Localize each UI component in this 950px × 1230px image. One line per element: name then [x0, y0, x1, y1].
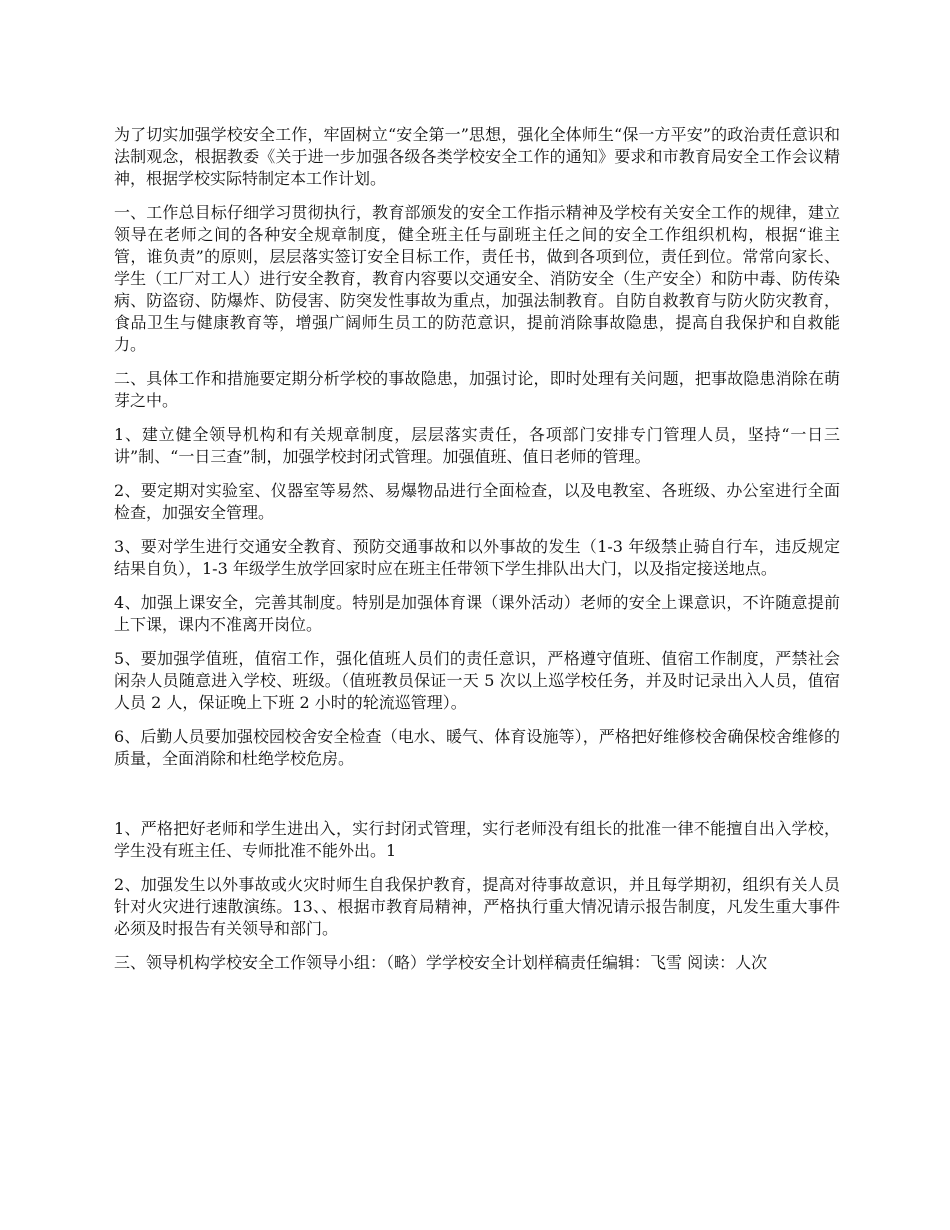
measure-item-2: 2、要定期对实验室、仪器室等易然、易爆物品进行全面检查，以及电教室、各班级、办公室进行全面检查，加强安全管理。	[114, 481, 840, 522]
measure-item-1: 1、建立健全领导机构和有关规章制度，层层落实责任，各项部门安排专门管理人员，坚持“一日三讲”制、“一日三查”制，加强学校封闭式管理。加强值班、值日老师的管理。	[114, 425, 840, 466]
measure-item-3: 3、要对学生进行交通安全教育、预防交通事故和以外事故的发生（1-3 年级禁止骑自行车，违反规定结果自负），1-3 年级学生放学回家时应在班主任带领下学生排队出大门，以及指定接送地点。	[114, 537, 840, 578]
measure-item-4: 4、加强上课安全，完善其制度。特别是加强体育课（课外活动）老师的安全上课意识，不许随意提前上下课，课内不准离开岗位。	[114, 593, 840, 634]
section-3-leadership-paragraph: 三、领导机构学校安全工作领导小组：（略）学学校安全计划样稿责任编辑：飞雪 阅读：人次	[114, 953, 768, 972]
measure-item-5: 5、要加强学值班，值宿工作，强化值班人员们的责任意识，严格遵守值班、值宿工作制度，严禁社会闲杂人员随意进入学校、班级。（值班教员保证一天 5 次以上巡学校任务，并及时记录出入人员，值宿人员 2 人，保证晚上下班 2 小时的轮流巡管理）。	[114, 649, 840, 712]
measure-item-6: 6、后勤人员要加强校园校舍安全检查（电水、暖气、体育设施等），严格把好维修校舍确保校舍维修的质量，全面消除和杜绝学校危房。	[114, 727, 840, 768]
section-2-measures-paragraph: 二、具体工作和措施要定期分析学校的事故隐患，加强讨论，即时处理有关问题，把事故隐患消除在萌芽之中。	[114, 369, 840, 410]
section-1-goal-paragraph: 一、工作总目标仔细学习贯彻执行，教育部颁发的安全工作指示精神及学校有关安全工作的规律，建立领导在老师之间的各种安全规章制度，健全班主任与副班主任之间的安全工作组织机构，根据“谁主管，谁负责”的原则，层层落实签订安全目标工作，责任书，做到各项到位，责任到位。常常向家长、学生（工厂对工人）进行安全教育，教育内容要以交通安全、消防安全（生产安全）和防中毒、防传染病、防盗窃、防爆炸、防侵害、防突发性事故为重点，加强法制教育。自防自救教育与防火防灾教育，食品卫生与健康教育等，增强广阔师生员工的防范意识，提前消除事故隐患，提高自我保护和自救能力。	[114, 203, 840, 354]
rule-item-1: 1、严格把好老师和学生进出入，实行封闭式管理，实行老师没有组长的批准一律不能擅自出入学校，学生没有班主任、专师批准不能外出。1	[114, 819, 840, 860]
rule-item-2: 2、加强发生以外事故或火灾时师生自我保护教育，提高对待事故意识，并且每学期初，组织有关人员针对火灾进行速散演练。13、、根据市教育局精神，严格执行重大情况请示报告制度，凡发生重大事件必须及时报告有关领导和部门。	[114, 875, 840, 938]
document-body	[114, 124, 840, 986]
intro-paragraph: 为了切实加强学校安全工作，牢固树立“安全第一”思想，强化全体师生“保一方平安”的政治责任意识和法制观念，根据教委《关于进一步加强各级各类学校安全工作的通知》要求和市教育局安全工作会议精神，根据学校实际特制定本工作计划。	[114, 125, 840, 188]
paragraph-spacer	[114, 782, 840, 818]
